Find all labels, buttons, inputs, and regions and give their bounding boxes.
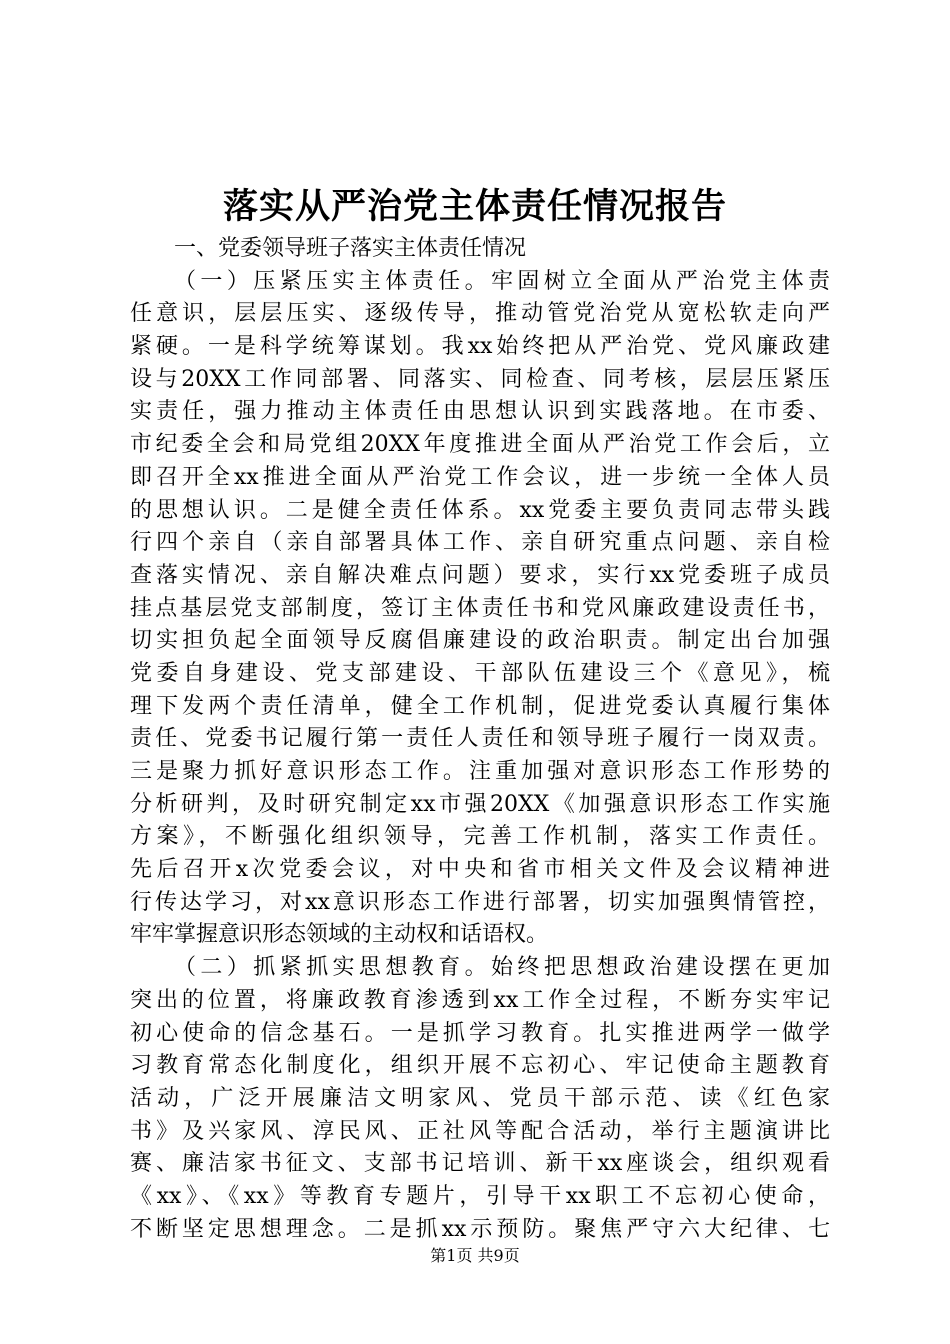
paragraph-line: （二）抓紧抓实思想教育。始终把思想政治建设摆在更加 — [174, 955, 830, 981]
paragraph-line: 牢牢掌握意识形态领域的主动权和话语权。 — [130, 922, 549, 948]
paragraph-line: 突出的位置，将廉政教育渗透到xx工作全过程，不断夯实牢记 — [130, 987, 830, 1013]
paragraph-line: 市纪委全会和局党组20XX年度推进全面从严治党工作会后，立 — [130, 432, 830, 458]
paragraph-line: 紧硬。一是科学统筹谋划。我xx始终把从严治党、党风廉政建 — [130, 334, 830, 360]
paragraph-line: 赛、廉洁家书征文、支部书记培训、新干xx座谈会，组织观看 — [130, 1151, 830, 1177]
paragraph-line: 即召开全xx推进全面从严治党工作会议，进一步统一全体人员 — [130, 464, 830, 490]
paragraph-line: 行传达学习，对xx意识形态工作进行部署，切实加强舆情管控， — [130, 889, 830, 915]
paragraph-line: 《xx》、《xx》等教育专题片，引导干xx职工不忘初心使命， — [130, 1183, 830, 1209]
paragraph-line: （一）压紧压实主体责任。牢固树立全面从严治党主体责 — [174, 268, 830, 294]
paragraph-line: 查落实情况、亲自解决难点问题）要求，实行xx党委班子成员 — [130, 562, 830, 588]
paragraph-line: 不断坚定思想理念。二是抓xx示预防。聚焦严守六大纪律、七 — [130, 1216, 830, 1242]
paragraph-line: 任意识，层层压实、逐级传导，推动管党治党从宽松软走向严 — [130, 301, 830, 327]
paragraph-line: 先后召开x次党委会议，对中央和省市相关文件及会议精神进 — [130, 857, 830, 883]
paragraph-line: 分析研判，及时研究制定xx市强20XX《加强意识形态工作实施 — [130, 791, 830, 817]
paragraph-line: 活动，广泛开展廉洁文明家风、党员干部示范、读《红色家 — [130, 1085, 830, 1111]
paragraph-line: 习教育常态化制度化，组织开展不忘初心、牢记使命主题教育 — [130, 1053, 830, 1079]
paragraph-line: 初心使命的信念基石。一是抓学习教育。扎实推进两学一做学 — [130, 1020, 830, 1046]
paragraph-line: 的思想认识。二是健全责任体系。xx党委主要负责同志带头践 — [130, 497, 830, 523]
paragraph-line: 书》及兴家风、淳民风、正社风等配合活动，举行主题演讲比 — [130, 1118, 830, 1144]
paragraph-line: 实责任，强力推动主体责任由思想认识到实践落地。在市委、 — [130, 399, 830, 425]
paragraph-line: 理下发两个责任清单，健全工作机制，促进党委认真履行集体 — [130, 693, 830, 719]
page-footer: 第1页 共9页 — [430, 1246, 520, 1265]
paragraph-line: 责任、党委书记履行第一责任人责任和领导班子履行一岗双责。 — [130, 726, 830, 752]
paragraph-line: 三是聚力抓好意识形态工作。注重加强对意识形态工作形势的 — [130, 759, 830, 784]
paragraph-line: 党委自身建设、党支部建设、干部队伍建设三个《意见》，梳 — [130, 660, 830, 686]
section-heading: 一、党委领导班子落实主体责任情况 — [174, 236, 527, 261]
document-body — [130, 233, 830, 1246]
paragraph-line: 行四个亲自（亲自部署具体工作、亲自研究重点问题、亲自检 — [130, 530, 830, 556]
paragraph-line: 挂点基层党支部制度，签订主体责任书和党风廉政建设责任书， — [130, 595, 830, 621]
paragraph-line: 方案》，不断强化组织领导，完善工作机制，落实工作责任。 — [130, 824, 830, 850]
document-title: 落实从严治党主体责任情况报告 — [222, 186, 727, 227]
paragraph-line: 切实担负起全面领导反腐倡廉建设的政治职责。制定出台加强 — [130, 628, 830, 654]
paragraph-line: 设与20XX工作同部署、同落实、同检查、同考核，层层压紧压 — [130, 366, 830, 392]
